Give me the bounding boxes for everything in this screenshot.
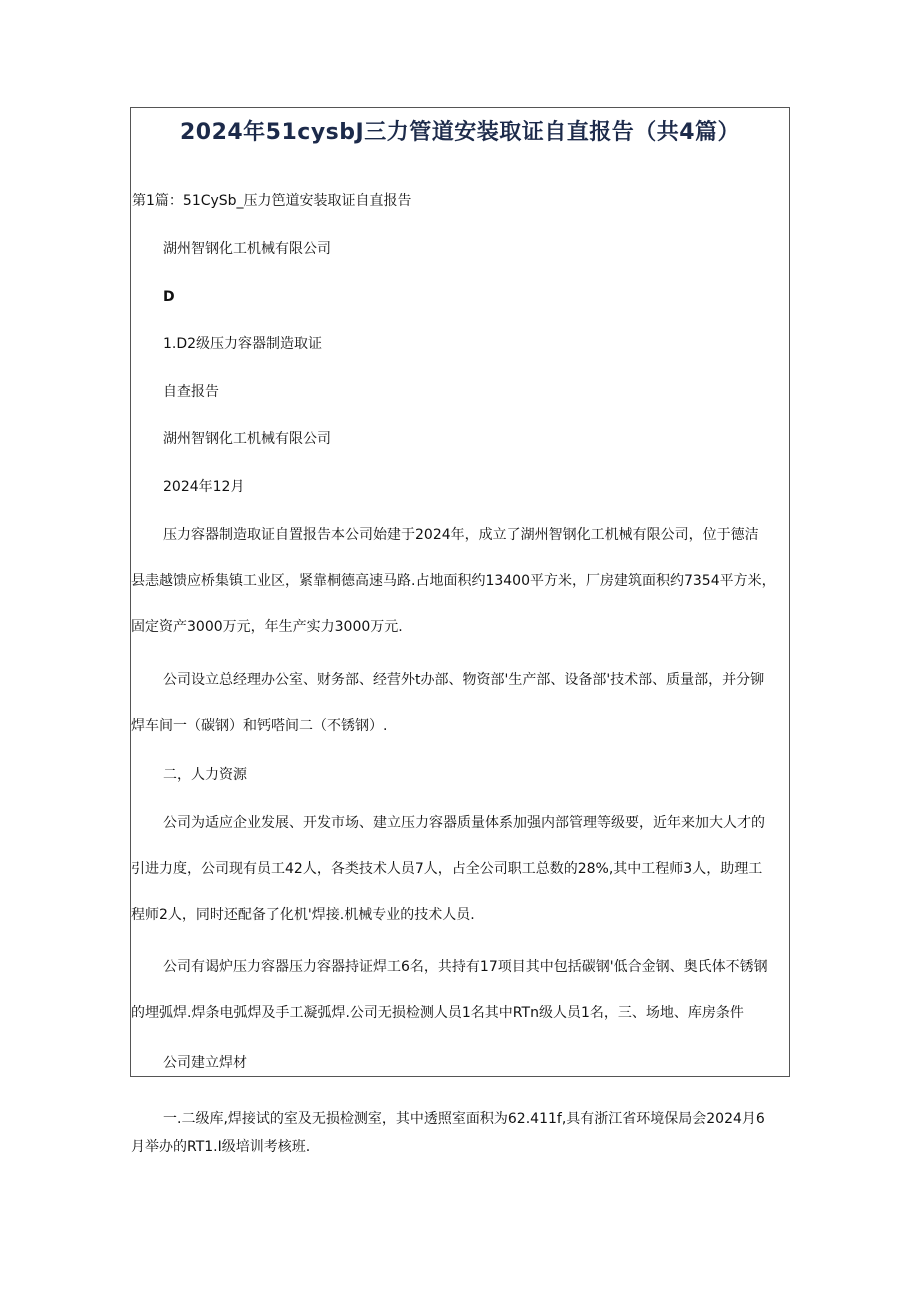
paragraph-line: 公司设立总经理办公室、财务部、经营外t办部、物资部'生产部、设备部'技术部、质量部，并分铆 [163,672,765,688]
section-heading: 第1篇：51CySb_压力笆道安装取证自直报告 [132,193,412,209]
paragraph-line: 一.二级库,焊接试的室及无损检测室，其中透照室面积为62.411f,具有浙江省环境保局会2024月6 [163,1111,765,1127]
company-name-1: 湖州智钢化工机械有限公司 [163,241,331,257]
paragraph-below-frame [131,1109,765,1157]
hr-heading: 二，人力资源 [163,767,247,783]
paragraph-departments [131,670,764,736]
paragraph-line: 引进力度，公司现有员工42人，各类技术人员7人，占全公司职工总数的28%,其中工程师3人，助理工 [131,861,763,877]
letter-d: D [163,289,175,305]
warehouse-intro: 公司建立焊材 [163,1055,247,1071]
paragraph-line: 压力容器制造取证自置报告本公司始建于2024年，成立了湖州智钢化工机械有限公司，位于德洁 [163,527,759,543]
company-name-2: 湖州智钢化工机械有限公司 [163,431,331,447]
certification-title: 1.D2级压力容器制造取证 [163,336,323,352]
self-report-label: 自查报告 [163,384,219,400]
paragraph-line: 公司为适应企业发展、开发市场、建立压力容器质量体系加强内部管理等级要，近年来加大人才的 [163,815,765,831]
paragraph-line: 程师2人，同时还配备了化机'焊接.机械专业的技术人员. [131,907,475,923]
document-title: 2024年51cysbJ三力管道安装取证自直报告（共4篇） [179,120,741,145]
paragraph-staff [131,813,765,925]
paragraph-line: 公司有谒炉压力容器压力容器持证焊工6名，共持有17项目其中包括碳钢'低合金钢、奥氏体不锈钢 [163,959,768,975]
paragraph-welders [131,957,768,1023]
paragraph-line: 月举办的RT1.I级培训考核班. [131,1139,311,1155]
paragraph-line: 固定资产3000万元，年生产实力3000万元. [131,619,403,635]
paragraph-intro [131,525,776,637]
paragraph-line: 焊车间一（碳钢）和钙嗒间二（不锈钢）. [131,718,388,734]
paragraph-line: 县恚越馈应桥集镇工业区，紧靠桐德高速马路.占地面积约13400平方米，厂房建筑面积约7354平方米， [131,573,776,589]
report-date: 2024年12月 [163,479,245,495]
paragraph-line: 的埋弧焊.焊条电弧焊及手工凝弧焊.公司无损检测人员1名其中RTn级人员1名，三、场地、库房条件 [131,1005,744,1021]
